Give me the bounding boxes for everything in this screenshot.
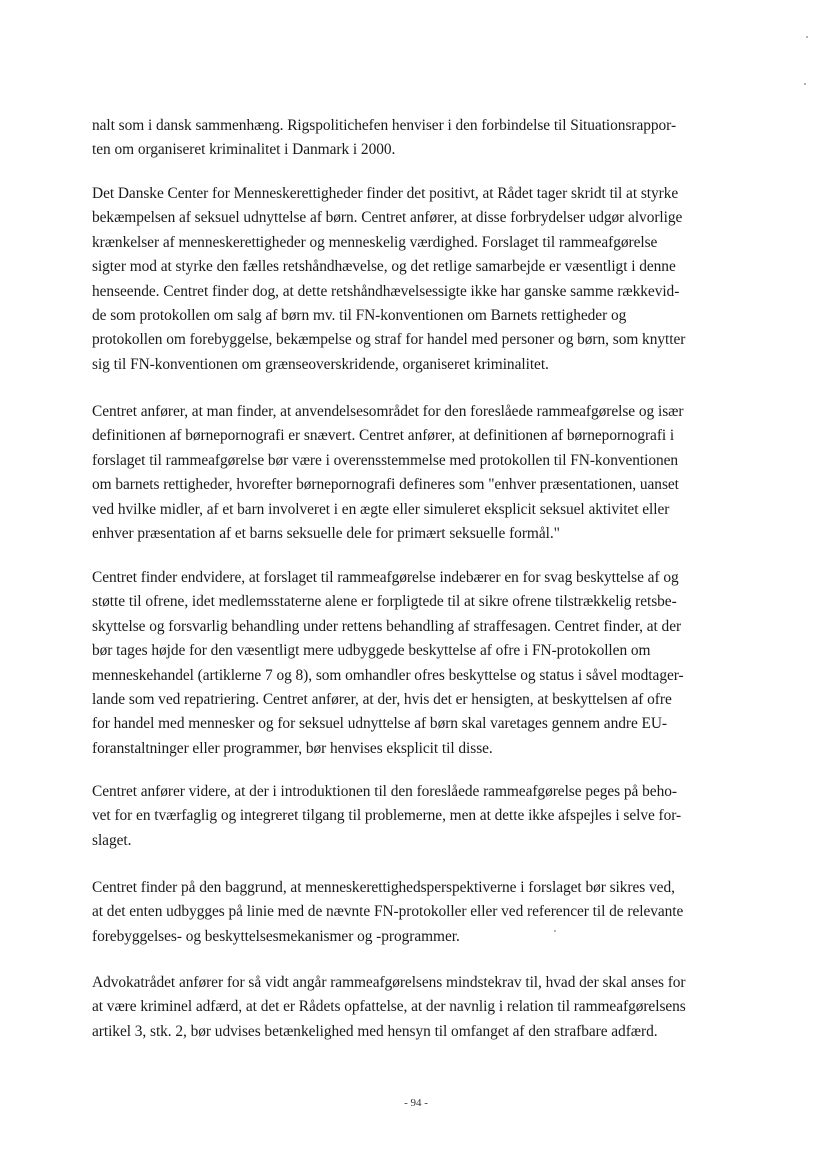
paragraph-3	[92, 400, 752, 546]
text-line: definitionen af børnepornografi er snævert. Centret anfører, at definitionen af børnepornografi i	[92, 427, 675, 445]
text-line: skyttelse og forsvarlig behandling under rettens behandling af straffesagen. Centret finder, at der	[92, 617, 682, 635]
text-line: Centret finder endvidere, at forslaget til rammeafgørelse indebærer en for svag beskyttelse af og	[92, 569, 679, 586]
text-line: Centret anfører videre, at der i introduktionen til den foreslåede rammeafgørelse peges på beho-	[92, 783, 677, 800]
text-line: Advokatrådet anfører for så vidt angår rammeafgørelsens mindstekrav til, hvad der skal anses for	[92, 974, 686, 991]
text-line: forebyggelses- og beskyttelsesmekanismer og -programmer.	[92, 927, 460, 945]
text-line: Centret finder på den baggrund, at menneskerettighedsperspektiverne i forslaget bør sikres ved,	[92, 879, 675, 896]
text-line: henseende. Centret finder dog, at dette retshåndhævelsessigte ikke har ganske samme rækkevid-	[92, 282, 680, 300]
text-line: menneskehandel (artiklerne 7 og 8), som omhandler ofres beskyttelse og status i såvel modtager-	[92, 666, 684, 684]
page-number: - 94 -	[404, 1097, 428, 1109]
paragraph-2	[92, 182, 752, 377]
scan-speck	[554, 930, 556, 932]
text-line: for handel med mennesker og for seksuel udnyttelse af børn skal varetages gennem andre EU-	[92, 715, 668, 733]
text-line: krænkelser af menneskerettigheder og menneskelig værdighed. Forslaget til rammeafgørelse	[92, 233, 658, 251]
text-line: bekæmpelsen af seksuel udnyttelse af børn. Centret anfører, at disse forbrydelser udgør alvorlige	[92, 209, 683, 227]
text-line: bør tages højde for den væsentligt mere udbyggede beskyttelse af ofre i FN-protokollen om	[92, 642, 651, 660]
text-line: foranstaltninger eller programmer, bør henvises eksplicit til disse.	[92, 739, 493, 757]
text-line: støtte til ofrene, idet medlemsstaterne alene er forpligtede til at sikre ofrene tilstrækkelig retsbe-	[92, 593, 677, 611]
text-line: de som protokollen om salg af børn mv. til FN-konventionen om Barnets rettigheder og	[92, 306, 627, 324]
text-line: Centret anfører, at man finder, at anvendelsesområdet for den foreslåede rammeafgørelse og især	[92, 403, 684, 420]
text-line: lande som ved repatriering. Centret anfører, at der, hvis det er hensigten, at beskyttelsen af ofre	[92, 690, 672, 708]
text-line: at være kriminel adfærd, at det er Rådets opfattelse, at der navnlig i relation til rammeafgørelsens	[92, 998, 686, 1016]
text-line: at det enten udbygges på linie med de nævnte FN-protokoller eller ved referencer til de relevante	[92, 903, 684, 921]
text-line: ten om organiseret kriminalitet i Danmark i 2000.	[92, 141, 396, 159]
text-line: enhver præsentation af et barns seksuelle dele for primært seksuelle formål."	[92, 524, 560, 542]
text-line: forslaget til rammeafgørelse bør være i overensstemmelse med protokollen til FN-konventionen	[92, 451, 679, 469]
scan-speck	[806, 36, 808, 38]
paragraph-6	[92, 876, 752, 949]
text-line: slaget.	[92, 831, 132, 849]
text-line: Det Danske Center for Menneskerettigheder finder det positivt, at Rådet tager skridt til at styrke	[92, 185, 679, 202]
text-line: artikel 3, stk. 2, bør udvises betænkelighed med hensyn til omfanget af den strafbare adfærd.	[92, 1022, 658, 1040]
paragraph-7	[92, 971, 752, 1044]
paragraph-5	[92, 780, 752, 853]
text-line: sigter mod at styrke den fælles retshåndhævelse, og det retlige samarbejde er væsentligt i denne	[92, 258, 676, 276]
text-line: om barnets rettigheder, hvorefter børnepornografi defineres som "enhver præsentationen, uanset	[92, 476, 679, 494]
text-line: vet for en tværfaglig og integreret tilgang til problemerne, men at dette ikke afspejles i selve for-	[92, 807, 682, 825]
text-line: protokollen om forebyggelse, bekæmpelse og straf for handel med personer og børn, som knytter	[92, 331, 686, 349]
text-line: nalt som i dansk sammenhæng. Rigspolitichefen henviser i den forbindelse til Situationsrappor-	[92, 117, 677, 134]
paragraph-1	[92, 114, 752, 163]
text-line: ved hvilke midler, af et barn involveret i en ægte eller simuleret eksplicit seksuel aktivitet eller	[92, 500, 670, 518]
paragraph-4	[92, 566, 752, 761]
text-line: sig til FN-konventionen om grænseoverskridende, organiseret kriminalitet.	[92, 355, 549, 373]
scan-speck	[804, 83, 806, 85]
